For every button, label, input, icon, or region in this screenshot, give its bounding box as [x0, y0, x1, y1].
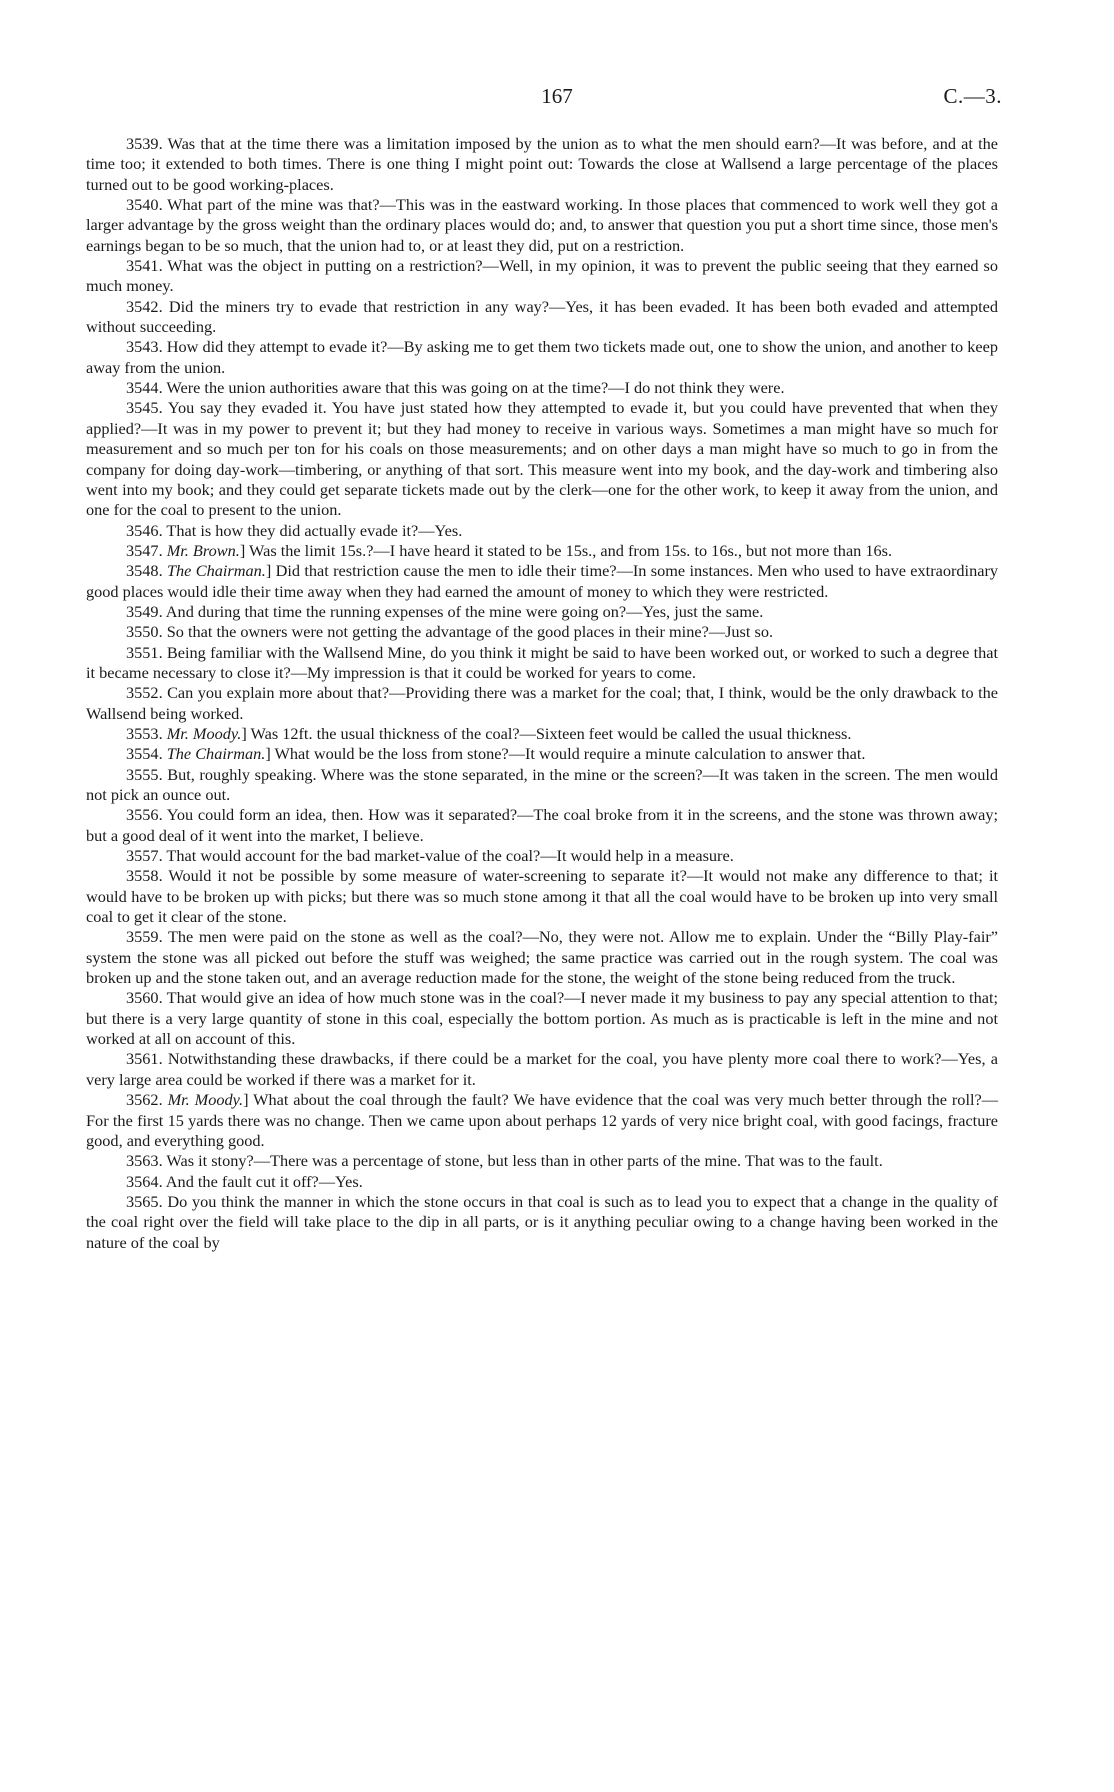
question-paragraph [86, 337, 998, 378]
paragraph-text: 3558. Would it not be possible by some measure of water-screening to separate it?—It would not make any difference to that; it would have to be broken up with picks; but there was so much stone among it that all the coal would have to be broken up into very small coal to get it clear of the stone. [86, 866, 998, 927]
speaker-name: Mr. Moody. [166, 723, 242, 743]
question-paragraph [86, 195, 998, 256]
question-number: 3553. [126, 723, 167, 743]
question-paragraph [86, 866, 998, 927]
question-paragraph [86, 643, 998, 684]
paragraph-text: 3561. Notwithstanding these drawbacks, if there could be a market for the coal, you have plenty more coal there to work?—Yes, a very large area could be worked if there was a market for it. [86, 1049, 998, 1089]
paragraph-text: ] What about the coal through the fault? We have evidence that the coal was very much better through the roll?—For the first 15 yards there was no change. Then we came upon about perhaps 12 yards of very nice bright coal, with good facings, fracture good, and everything good. [86, 1090, 999, 1150]
question-paragraph [86, 256, 998, 297]
question-paragraph [86, 744, 998, 764]
speaker-name: Mr. Moody. [167, 1090, 244, 1110]
paragraph-text: ] What would be the loss from stone?—It would require a minute calculation to answer that. [265, 744, 866, 764]
speaker-name: The Chairman. [166, 561, 266, 581]
paragraph-text: 3544. Were the union authorities aware that this was going on at the time?—I do not think they were. [126, 378, 785, 398]
question-paragraph [86, 846, 998, 866]
paragraph-text: ] Was the limit 15s.?—I have heard it stated to be 15s., and from 15s. to 16s., but not more than 16s. [239, 540, 893, 560]
paragraph-text: 3560. That would give an idea of how much stone was in the coal?—I never made it my business to pay any special attention to that; but there is a very large quantity of stone in this coal, especially the bottom portion. As much as is practicable is left in the mine and not worked at all on account of this. [86, 988, 998, 1049]
question-paragraph [86, 602, 998, 622]
paragraph-text: 3543. How did they attempt to evade it?—By asking me to get them two tickets made out, one to show the union, and another to keep away from the union. [86, 337, 998, 377]
paragraph-text: 3564. And the fault cut it off?—Yes. [126, 1171, 363, 1191]
paragraph-text: 3557. That would account for the bad market-value of the coal?—It would help in a measure. [126, 846, 734, 866]
paragraph-text: 3539. Was that at the time there was a limitation imposed by the union as to what the men should earn?—It was before, and at the time too; it extended to both times. There is one thing I might point out: Towards the close at Wallsend a large percentage of the places turned out to be good working-places. [86, 134, 998, 194]
paragraph-text: 3565. Do you think the manner in which the stone occurs in that coal is such as to lead you to expect that a change in the quality of the coal right over the field will take place to the dip in all parts, or is it anything peculiar owing to a change having been worked in the nature of the coal by [86, 1191, 998, 1252]
question-paragraph [86, 805, 998, 846]
question-number: 3547. [126, 540, 167, 560]
evidence-transcript [86, 134, 998, 1253]
question-paragraph [86, 765, 998, 806]
paragraph-text: ] Was 12ft. the usual thickness of the coal?—Sixteen feet would be called the usual thickness. [241, 723, 852, 743]
paragraph-text: 3545. You say they evaded it. You have just stated how they attempted to evade it, but you could have prevented that when they applied?—It was in my power to prevent it; but they had money to receive in various ways. Sometimes a man might have so much for measurement and so much per ton for his coals on those measurements; and on other days a man might have so much to go in from the company for doing day-work—timbering, or anything of that sort. This measure went into my book, and the day-work and timbering also went into my book; and they could get separate tickets made out by the clerk—one for the other work, to keep it away from the union, and one for the coal to present to the union. [86, 398, 998, 520]
paragraph-text: 3556. You could form an idea, then. How was it separated?—The coal broke from it in the screens, and the stone was thrown away; but a good deal of it went into the market, I believe. [86, 805, 998, 845]
speaker-name: The Chairman. [166, 744, 266, 764]
question-paragraph [86, 1049, 998, 1090]
paragraph-text: 3546. That is how they did actually evade it?—Yes. [126, 520, 463, 540]
paragraph-text: 3559. The men were paid on the stone as well as the coal?—No, they were not. Allow me to explain. Under the “Billy Play-fair” system the stone was all picked out before the stuff was weighed; the same practice was carried out in the rough system. The coal was broken up and the stone taken out, and an average reduction made for the stone, the weight of the stone being reduced from the truck. [86, 927, 998, 988]
question-paragraph [86, 297, 998, 338]
question-paragraph [86, 1172, 998, 1192]
paragraph-text: 3552. Can you explain more about that?—Providing there was a market for the coal; that, I think, would be the only drawback to the Wallsend being worked. [86, 683, 998, 723]
question-paragraph [86, 561, 998, 602]
question-number: 3548. [126, 561, 167, 581]
paragraph-text: 3540. What part of the mine was that?—This was in the eastward working. In those places that commenced to work well they got a larger advantage by the gross weight than the ordinary places would do; and, to answer that question you put a short time since, those men's earnings began to be so much, that the union had to, or at least they did, put on a restriction. [86, 195, 998, 255]
speaker-name: Mr. Brown. [166, 540, 240, 560]
question-paragraph [86, 398, 998, 520]
question-number: 3562. [126, 1090, 168, 1110]
paragraph-text: 3542. Did the miners try to evade that restriction in any way?—Yes, it has been evaded. It has been both evaded and attempted without succeeding. [86, 296, 998, 337]
question-paragraph [86, 1151, 998, 1171]
question-paragraph [86, 1192, 998, 1253]
question-paragraph [86, 378, 998, 398]
question-number: 3554. [126, 744, 167, 764]
page-header [0, 84, 1114, 114]
question-paragraph [86, 521, 998, 541]
question-paragraph [86, 541, 998, 561]
question-paragraph [86, 724, 998, 744]
paragraph-text: 3550. So that the owners were not getting the advantage of the good places in their mine?—Just so. [126, 622, 774, 642]
question-paragraph [86, 134, 998, 195]
question-paragraph [86, 683, 998, 724]
question-paragraph [86, 927, 998, 988]
question-paragraph [86, 988, 998, 1049]
paragraph-text: 3541. What was the object in putting on a restriction?—Well, in my opinion, it was to prevent the public seeing that they earned so much money. [86, 256, 998, 296]
question-paragraph [86, 1090, 998, 1151]
question-paragraph [86, 622, 998, 642]
paragraph-text: 3549. And during that time the running expenses of the mine were going on?—Yes, just the same. [126, 601, 764, 621]
paragraph-text: 3551. Being familiar with the Wallsend Mine, do you think it might be said to have been worked out, or worked to such a degree that it became necessary to close it?—My impression is that it could be worked for years to come. [86, 642, 998, 682]
document-code: C.—3. [943, 84, 1002, 108]
paragraph-text: ] Did that restriction cause the men to idle their time?—In some instances. Men who used to have extraordinary good places would idle their time away when they had earned the amount of money to which they were restricted. [86, 561, 999, 601]
paragraph-text: 3555. But, roughly speaking. Where was the stone separated, in the mine or the screen?—It was taken in the screen. The men would not pick an ounce out. [86, 764, 998, 804]
paragraph-text: 3563. Was it stony?—There was a percentage of stone, but less than in other parts of the mine. That was to the fault. [126, 1151, 883, 1171]
page-number: 167 [541, 84, 573, 108]
